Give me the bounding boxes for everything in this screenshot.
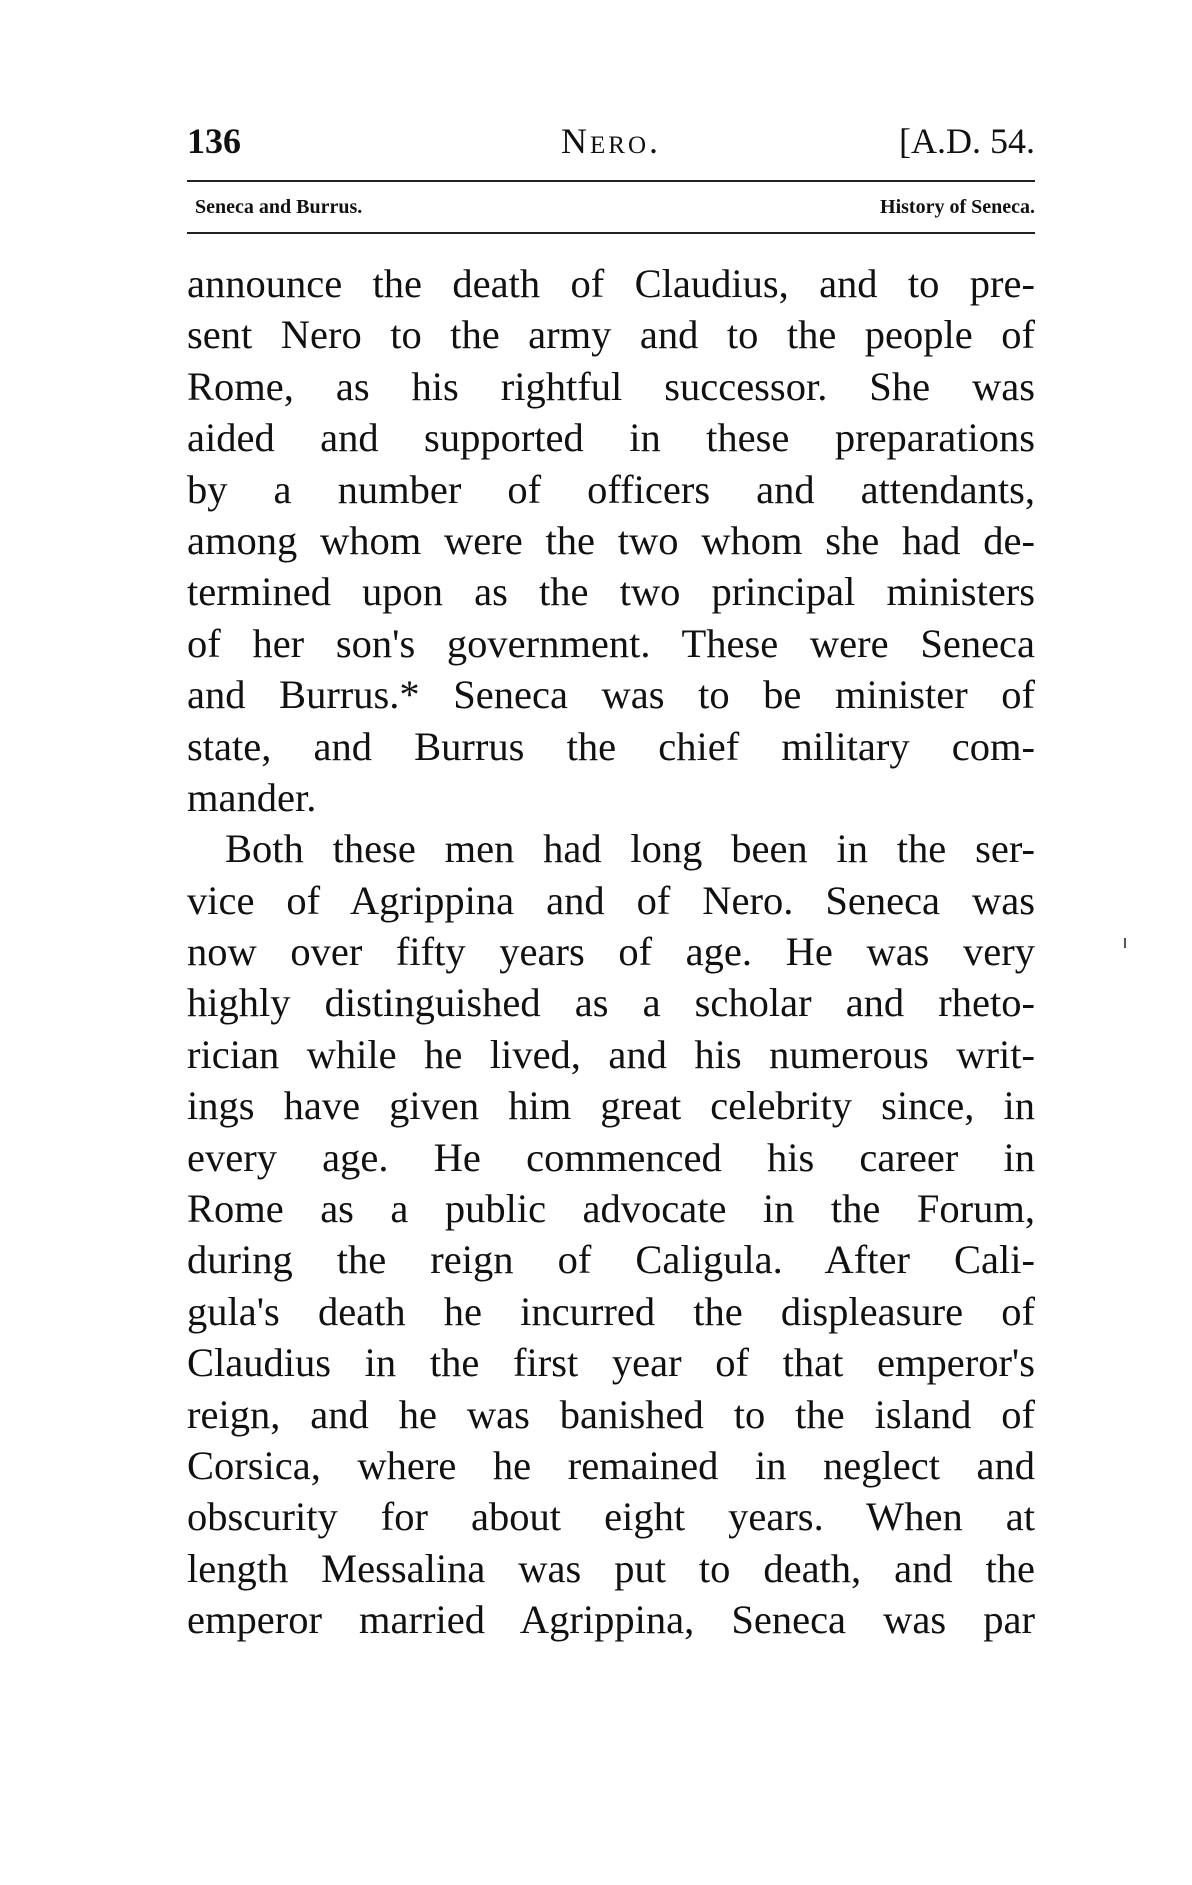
text-line: Both these men had long been in the ser- <box>225 826 1035 872</box>
text-line: highly distinguished as a scholar and rheto- <box>187 980 1035 1026</box>
header-rule-top <box>187 180 1035 182</box>
text-line: among whom were the two whom she had de- <box>187 517 1035 563</box>
text-line: every age. He commenced his career in <box>187 1134 1035 1180</box>
text-line: termined upon as the two principal ministers <box>187 569 1035 615</box>
text-line: of her son's government. These were Seneca <box>187 620 1035 666</box>
side-heading-left: Seneca and Burrus. <box>195 196 363 218</box>
text-line: emperor married Agrippina, Seneca was par <box>187 1597 1035 1643</box>
header-rule-bottom <box>187 232 1035 234</box>
text-line: rician while he lived, and his numerous writ- <box>187 1031 1035 1077</box>
text-line: obscurity for about eight years. When at <box>187 1494 1035 1540</box>
text-line: ings have given him great celebrity since, in <box>187 1083 1035 1129</box>
text-line: now over fifty years of age. He was very <box>187 929 1035 975</box>
text-line: gula's death he incurred the displeasure of <box>187 1288 1035 1334</box>
page-number: 136 <box>187 121 241 161</box>
text-line: and Burrus.* Seneca was to be minister of <box>187 672 1035 718</box>
text-line: aided and supported in these preparations <box>187 415 1035 461</box>
text-line: vice of Agrippina and of Nero. Seneca was <box>187 877 1035 923</box>
running-head <box>187 118 1035 164</box>
scan-speck <box>1124 938 1126 948</box>
running-title: Nero. <box>561 121 661 161</box>
body-text <box>187 258 1035 1646</box>
text-line: during the reign of Caligula. After Cali- <box>187 1237 1035 1283</box>
text-line: announce the death of Claudius, and to pre- <box>187 261 1035 306</box>
text-line: Rome as a public advocate in the Forum, <box>187 1186 1035 1232</box>
text-line: Corsica, where he remained in neglect and <box>187 1442 1035 1488</box>
side-heading-right: History of Seneca. <box>880 196 1035 218</box>
text-line: length Messalina was put to death, and the <box>187 1545 1035 1591</box>
text-line: reign, and he was banished to the island of <box>187 1391 1035 1437</box>
text-line: Rome, as his rightful successor. She was <box>187 363 1035 409</box>
text-line: sent Nero to the army and to the people of <box>187 312 1035 358</box>
text-line: by a number of officers and attendants, <box>187 466 1035 512</box>
side-headings <box>195 190 1035 224</box>
running-date: [A.D. 54. <box>899 121 1035 161</box>
text-line: Claudius in the first year of that emperor's <box>187 1340 1035 1386</box>
text-line: mander. <box>187 774 317 820</box>
text-line: state, and Burrus the chief military com- <box>187 723 1035 769</box>
